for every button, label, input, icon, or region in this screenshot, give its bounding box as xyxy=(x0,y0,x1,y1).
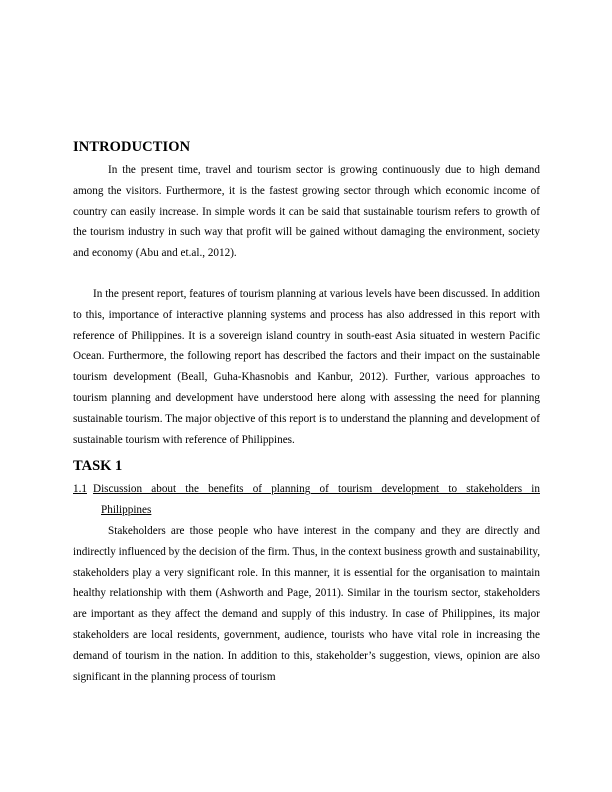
subsection-title-line-1: Discussion about the benefits of planning of tourism development to stakeholders in xyxy=(92,483,540,496)
paragraph-spacer xyxy=(73,264,540,284)
document-body xyxy=(73,139,540,687)
task-1-paragraph-1: Stakeholders are those people who have interest in the company and they are directly and indirectly influenced by the decision of the firm. Thus, in the context business growth and sustainability, stakeholders play a very significant role. In this manner, it is essential for the organisation to maintain healthy relationship with them (Ashworth and Page, 2011). Similar in the tourism sector, stakeholders are important as they affect the demand and supply of this industry. In case of Philippines, its major stakeholders are local residents, government, audience, tourists who have vital role in increasing the demand of tourism in the nation. In addition to this, stakeholder’s suggestion, views, opinion are also significant in the planning process of tourism xyxy=(73,524,540,683)
subsection-heading xyxy=(73,479,540,500)
subsection-number: 1.1 xyxy=(73,483,87,496)
introduction-paragraph-2: In the present report, features of tourism planning at various levels have been discussed. In addition to this, importance of interactive planning systems and process has also addressed in this report with reference of Philippines. It is a sovereign island country in south-east Asia situated in western Pacific Ocean. Furthermore, the following report has described the factors and their impact on the sustainable tourism development (Beall, Guha-Khasnobis and Kanbur, 2012). Further, various approaches to tourism planning and development have understood here along with assessing the need for planning sustainable tourism. The major objective of this report is to understand the planning and development of sustainable tourism with reference of Philippines. xyxy=(73,287,540,446)
introduction-heading: INTRODUCTION xyxy=(73,139,191,155)
subsection-title-line-2: Philippines xyxy=(101,504,152,517)
introduction-paragraph-1: In the present time, travel and tourism sector is growing continuously due to high demand among the visitors. Furthermore, it is the fastest growing sector through which economic income of country can easily increase. In simple words it can be said that sustainable tourism refers to growth of the tourism industry in such way that profit will be gained without damaging the environment, society and economy (Abu and et.al., 2012). xyxy=(73,164,540,260)
task-1-heading: TASK 1 xyxy=(73,458,123,475)
